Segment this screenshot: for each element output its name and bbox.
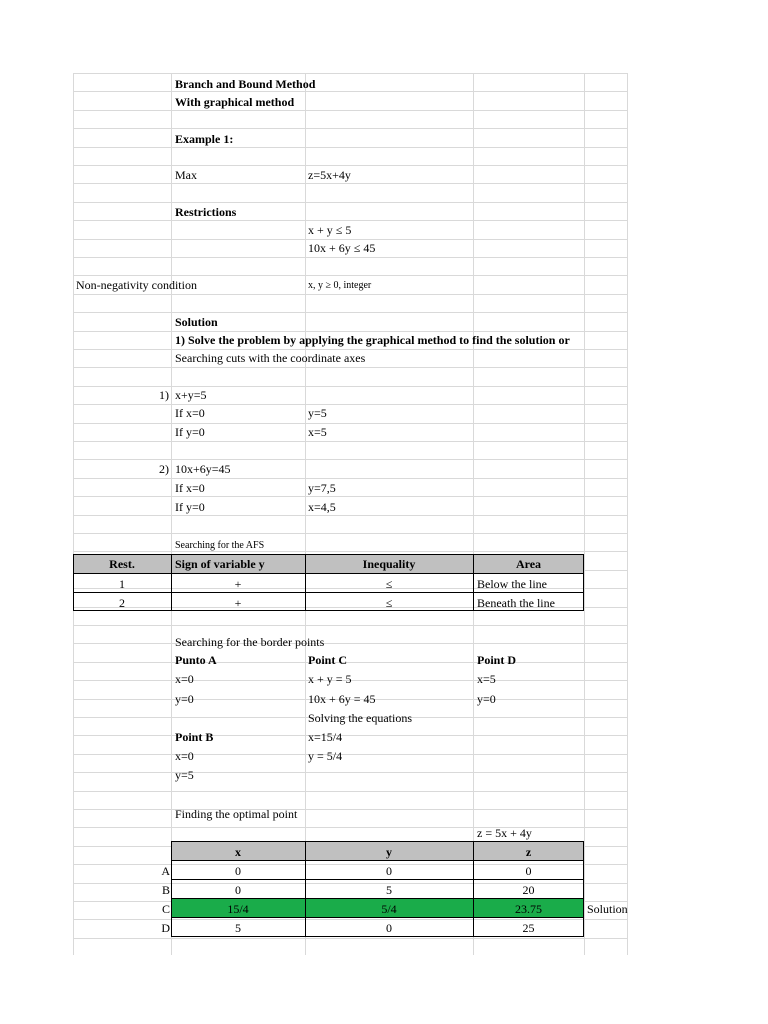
point-d-label: Point D xyxy=(477,653,516,667)
point-a-label: Punto A xyxy=(175,653,217,667)
table-row-x: 0 xyxy=(235,883,241,897)
table-row-z: 0 xyxy=(525,864,532,878)
solution-note: Solution xyxy=(587,902,628,916)
point-c-label: Point C xyxy=(308,653,347,667)
eq1-result-y: y=5 xyxy=(308,406,327,420)
restriction-2: 10x + 6y ≤ 45 xyxy=(308,241,376,255)
example-label: Example 1: xyxy=(175,132,234,146)
table-row-point: B xyxy=(161,883,170,897)
table-row-x: 15/4 xyxy=(227,902,249,916)
optimal-heading: Finding the optimal point xyxy=(175,807,298,821)
point-a-y: y=0 xyxy=(175,692,194,706)
eq2-if-x: If x=0 xyxy=(175,481,205,495)
objective-label: Max xyxy=(175,168,197,182)
table-row-x: 5 xyxy=(235,921,241,935)
afs-row-2-rest: 2 xyxy=(119,596,125,610)
eq2-equation: 10x+6y=45 xyxy=(175,462,231,476)
eq1-number: 1) xyxy=(159,388,169,402)
point-d-x: x=5 xyxy=(477,672,496,686)
eq1-if-y: If y=0 xyxy=(175,425,205,439)
optimal-header-x: x xyxy=(235,845,241,859)
sheet-subtitle: With graphical method xyxy=(175,95,295,109)
eq2-result-x: x=4,5 xyxy=(308,500,336,514)
eq2-if-y: If y=0 xyxy=(175,500,205,514)
point-b-y: y=5 xyxy=(175,768,194,782)
z-formula: z = 5x + 4y xyxy=(477,826,532,840)
table-row-x: 0 xyxy=(235,864,241,878)
point-b-x: x=0 xyxy=(175,749,194,763)
restriction-1: x + y ≤ 5 xyxy=(308,223,352,237)
eq2-number: 2) xyxy=(159,462,169,476)
eq1-if-x: If x=0 xyxy=(175,406,205,420)
restrictions-label: Restrictions xyxy=(175,205,237,219)
table-row-z: 20 xyxy=(522,883,535,897)
afs-header-area: Area xyxy=(515,557,542,571)
optimal-header-y: y xyxy=(386,845,392,859)
afs-row-2-inequality: ≤ xyxy=(385,596,393,610)
point-c-solving: Solving the equations xyxy=(308,711,412,725)
table-row-y: 0 xyxy=(386,921,392,935)
table-row-y: 5/4 xyxy=(381,902,397,916)
non-negativity-value: x, y ≥ 0, integer xyxy=(308,280,372,291)
afs-row-1-rest: 1 xyxy=(119,577,125,591)
point-c-eq-2: 10x + 6y = 45 xyxy=(308,692,376,706)
table-row-y: 0 xyxy=(386,864,392,878)
optimal-header-z: z xyxy=(525,845,532,859)
solution-label: Solution xyxy=(175,315,218,329)
step-1-text: 1) Solve the problem by applying the graphical method to find the solution or xyxy=(175,333,570,347)
point-c-y: y = 5/4 xyxy=(308,749,343,763)
point-a-x: x=0 xyxy=(175,672,194,686)
eq1-equation: x+y=5 xyxy=(175,388,207,402)
point-c-x: x=15/4 xyxy=(308,730,343,744)
sheet-title: Branch and Bound Method xyxy=(175,77,316,91)
point-c-eq-1: x + y = 5 xyxy=(308,672,352,686)
non-negativity-label: Non-negativity condition xyxy=(76,278,197,292)
afs-row-1-area: Below the line xyxy=(477,577,547,591)
afs-header-rest: Rest. xyxy=(109,557,135,571)
border-heading: Searching for the border points xyxy=(175,635,325,649)
point-b-label: Point B xyxy=(175,730,214,744)
table-row-y: 5 xyxy=(386,883,392,897)
afs-row-1-sign: + xyxy=(234,577,242,591)
afs-header-sign: Sign of variable y xyxy=(175,557,265,571)
afs-row-1-inequality: ≤ xyxy=(385,577,393,591)
objective-function: z=5x+4y xyxy=(308,168,351,182)
table-row-point: D xyxy=(161,921,170,935)
eq1-result-x: x=5 xyxy=(308,425,327,439)
point-d-y: y=0 xyxy=(477,692,496,706)
table-row-point: C xyxy=(161,902,170,916)
table-row-z: 25 xyxy=(522,921,535,935)
afs-row-2-area: Beneath the line xyxy=(477,596,555,610)
afs-heading: Searching for the AFS xyxy=(175,540,265,551)
cuts-heading: Searching cuts with the coordinate axes xyxy=(175,351,366,365)
afs-header-inequality: Inequality xyxy=(362,557,416,571)
eq2-result-y: y=7,5 xyxy=(308,481,336,495)
table-row-z: 23.75 xyxy=(515,902,542,916)
table-row-point: A xyxy=(161,864,170,878)
afs-row-2-sign: + xyxy=(234,596,242,610)
